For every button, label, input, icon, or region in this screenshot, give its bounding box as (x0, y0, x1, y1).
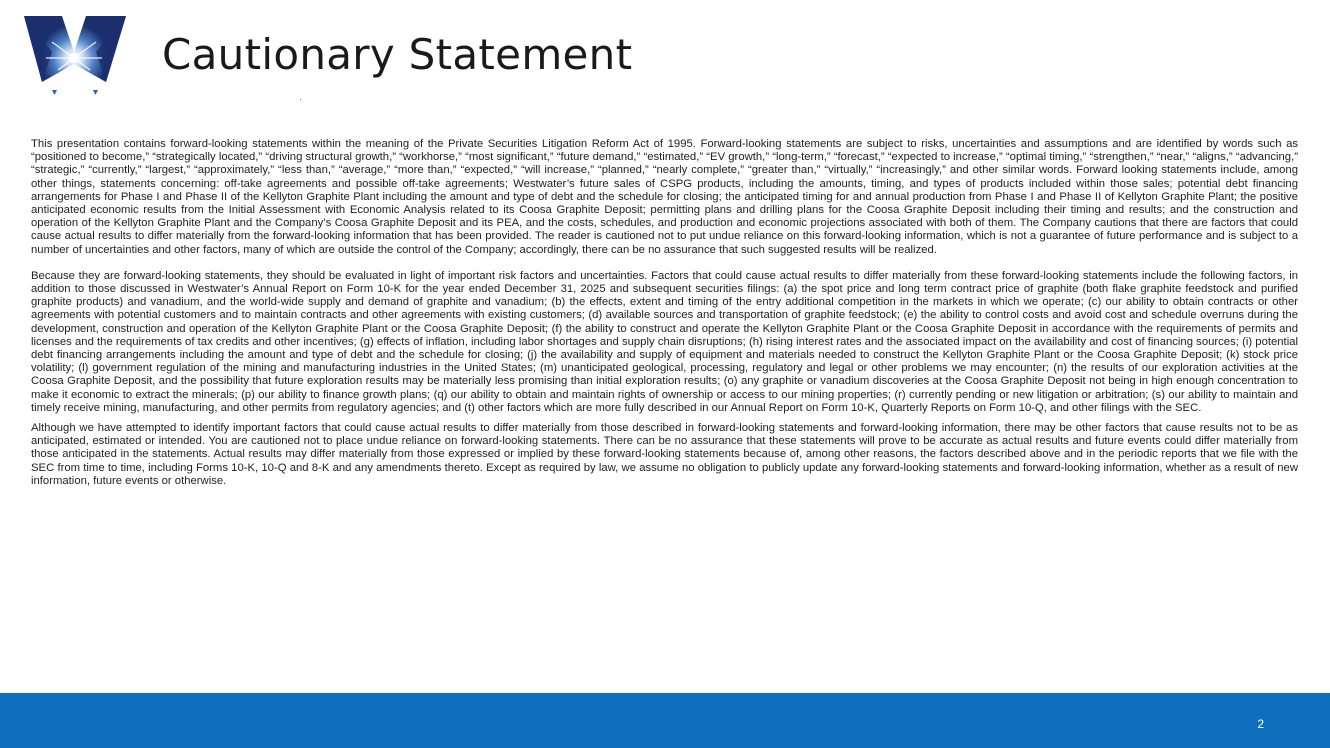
decorative-dot (300, 99, 301, 100)
westwater-logo-icon (22, 12, 130, 100)
paragraph-risk-factors: Because they are forward-looking statements, they should be evaluated in light of important risk factors and uncertainties. Factors that could cause actual results to differ materially from these forward-looking statements include the following factors, in addition to those discussed in Westwater’s Annual Report on Form 10-K for the year ended December 31, 2025 and subsequent securities filings: (a) the spot price and long term contract price of graphite (both flake graphite feedstock and purified graphite products) and vanadium, and the world-wide supply and demand of graphite and vanadium; (b) the effects, extent and timing of the entry additional competition in the markets in which we operate; (c) our ability to obtain contracts or other agreements with potential customers and to maintain contracts and other agreements with existing customers; (d) available sources and transportation of graphite feedstock; (e) the ability to control costs and avoid cost and schedule overruns during the development, construction and operation of the Kellyton Graphite Plant or the Coosa Graphite Deposit; (f) the ability to construct and operate the Kellyton Graphite Plant or the Coosa Graphite Deposit in accordance with the requirements of permits and licenses and the requirements of tax credits and other incentives; (g) effects of inflation, including labor shortages and supply chain disruptions; (h) rising interest rates and the associated impact on the availability and cost of financing sources; (i) potential debt financing arrangements including the amount and type of debt and the schedule for closing; (j) the availability and supply of equipment and materials needed to construct the Kellyton Graphite Plant or the Coosa Graphite Deposit; (k) stock price volatility; (l) government regulation of the mining and manufacturing industries in the United States; (m) unanticipated geological, processing, regulatory and legal or other problems we may encounter; (n) the results of our exploration activities at the Coosa Graphite Deposit, and the possibility that future exploration results may be materially less promising than initial exploration results; (o) any graphite or vanadium discoveries at the Coosa Graphite Deposit not being in high enough concentration to make it economic to extract the minerals; (p) our ability to finance growth plans; (q) our ability to obtain and maintain rights of ownership or access to our mining properties; (r) currently pending or new litigation or arbitration; (s) our ability to maintain and timely receive mining, manufacturing, and other permits from regulatory agencies; and (t) other factors which are more fully described in our Annual Report on Form 10-K, Quarterly Reports on Form 10-Q, and other filings with the SEC. (31, 269, 1298, 414)
paragraph-no-obligation: Although we have attempted to identify important factors that could cause actual results to differ materially from those described in forward-looking statements and forward-looking information, there may be other factors that cause results not to be as anticipated, estimated or intended. You are cautioned not to place undue reliance on forward-looking statements. There can be no assurance that these statements will prove to be accurate as actual results and future events could differ materially from those anticipated in the statements. Actual results may differ materially from those expressed or implied by these forward-looking statements because of, among other reasons, the factors described above and in the periodic reports that we file with the SEC from time to time, including Forms 10-K, 10-Q and 8-K and any amendments thereto. Except as required by law, we assume no obligation to publicly update any forward-looking statements and forward-looking information, whether as a result of new information, future events or otherwise. (31, 422, 1298, 487)
cautionary-statement-body (31, 138, 1298, 488)
page-number: 2 (1257, 717, 1264, 731)
footer-bar (0, 693, 1330, 748)
paragraph-forward-looking: This presentation contains forward-looking statements within the meaning of the Private Securities Litigation Reform Act of 1995. Forward-looking statements are subject to risks, uncertainties and assumptions and are identified by words such as “positioned to become,” “strategically located,” “driving structural growth,” “workhorse,” “most significant,” “future demand,” “estimated,” “EV growth,” “long-term,” “forecast,” “expected to increase,” “optimal timing,” “strengthen,” “near,” “aligns,” “advancing,” “strategic,” “currently,” “largest,” “approximately,” “less than,” “average,” “more than,” “expected,” “will increase,” “planned,” “nearly complete,” “greater than,” “virtually,” “increasingly,” and other similar words. Forward looking statements include, among other things, statements concerning: off-take agreements and possible off-take agreements; Westwater’s future sales of CSPG products, including the amounts, timing, and types of products included within those sales; potential debt financing arrangements for Phase I and Phase II of the Kellyton Graphite Plant including the amount and type of debt and the schedule for closing; the anticipated timing for and annual production from Phase I and Phase II of Kellyton Graphite Plant; the positive anticipated economic results from the Initial Assessment with Economic Analysis related to its Coosa Graphite Deposit; permitting plans and drilling plans for the Coosa Graphite Deposit including their timing and results; and the construction and operation of the Kellyton Graphite Plant and the Company’s Coosa Graphite Deposit and its PEA, and the costs, schedules, and production and economic projections associated with both of them. The Company cautions that there are factors that could cause actual results to differ materially from the forward-looking information that has been provided. The reader is cautioned not to put undue reliance on this forward-looking information, which is not a guarantee of future performance and is subject to a number of uncertainties and other factors, many of which are outside the control of the Company; accordingly, there can be no assurance that such suggested results will be realized. (31, 138, 1298, 256)
page-title: Cautionary Statement (162, 30, 633, 79)
